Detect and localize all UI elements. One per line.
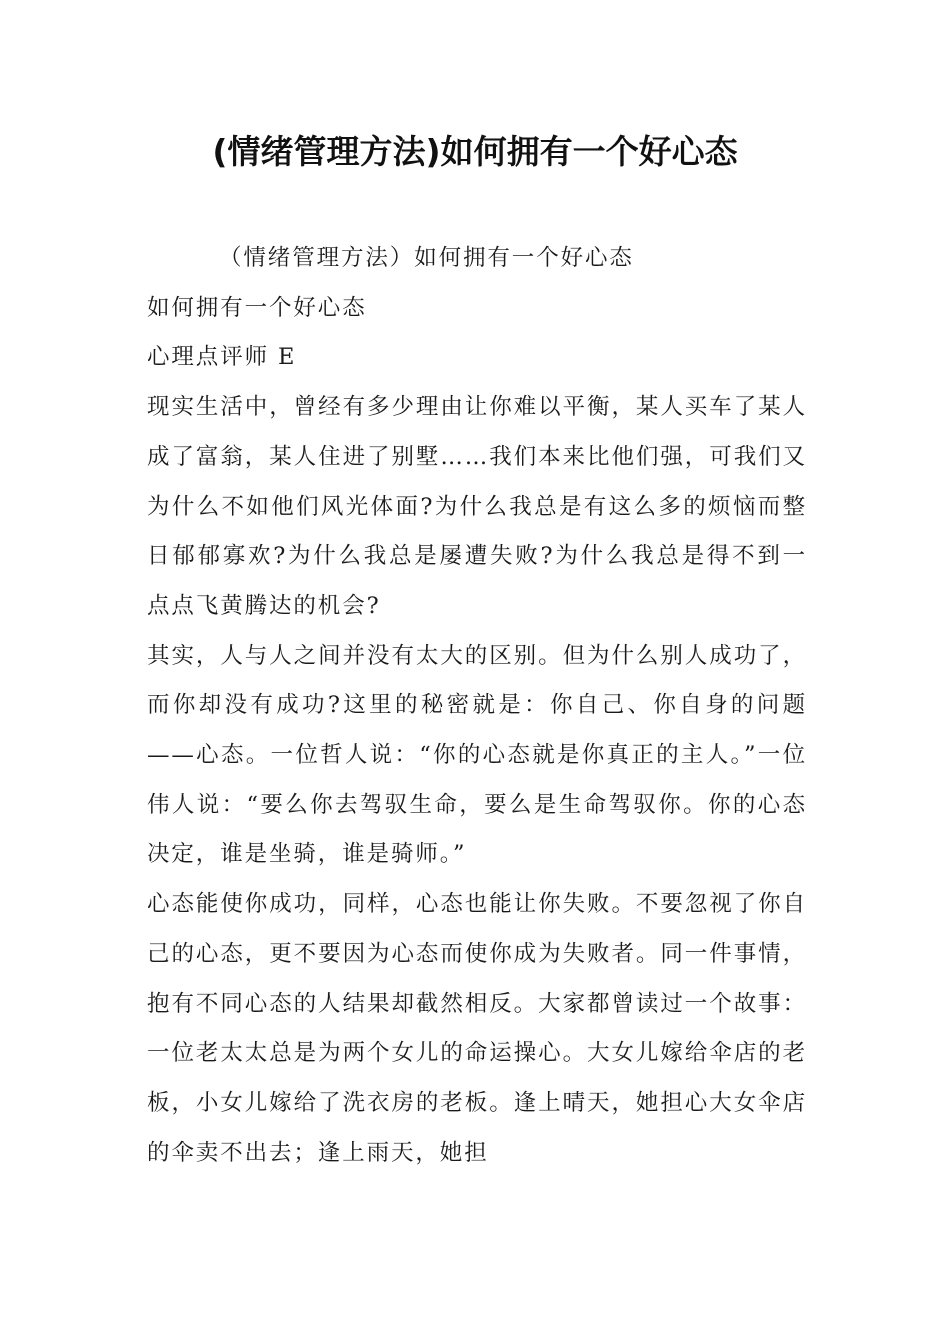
author-line: 心理点评师 E	[147, 344, 297, 371]
body-paragraph: 心态能使你成功，同样，心态也能让你失败。不要忽视了你自己的心态，更不要因为心态而使你成为失败者。同一件事情，抱有不同心态的人结果却截然相反。大家都曾读过一个故事：一位老太太总是为两个女儿的命运操心。大女儿嫁给伞店的老板，小女儿嫁给了洗衣房的老板。逢上晴天，她担心大女伞店的伞卖不出去；逢上雨天，她担	[147, 891, 807, 1166]
body-paragraph: 其实，人与人之间并没有太大的区别。但为什么别人成功了，而你却没有成功?这里的秘密就是：你自己、你自身的问题——心态。一位哲人说：“你的心态就是你真正的主人。”一位伟人说：“要么你去驾驭生命，要么是生命驾驭你。你的心态决定，谁是坐骑，谁是骑师。”	[147, 642, 807, 868]
document-body	[147, 234, 807, 1178]
document-title: (情绪管理方法)如何拥有一个好心态	[212, 132, 738, 171]
body-paragraph: 现实生活中，曾经有多少理由让你难以平衡，某人买车了某人成了富翁，某人住进了别墅……我们本来比他们强，可我们又为什么不如他们风光体面?为什么我总是有这么多的烦恼而整日郁郁寡欢?为什么我总是屡遭失败?为什么我总是得不到一点点飞黄腾达的机会?	[147, 394, 807, 619]
subtitle-paragraph: （情绪管理方法）如何拥有一个好心态	[219, 245, 634, 271]
heading-paragraph: 如何拥有一个好心态	[147, 294, 367, 321]
